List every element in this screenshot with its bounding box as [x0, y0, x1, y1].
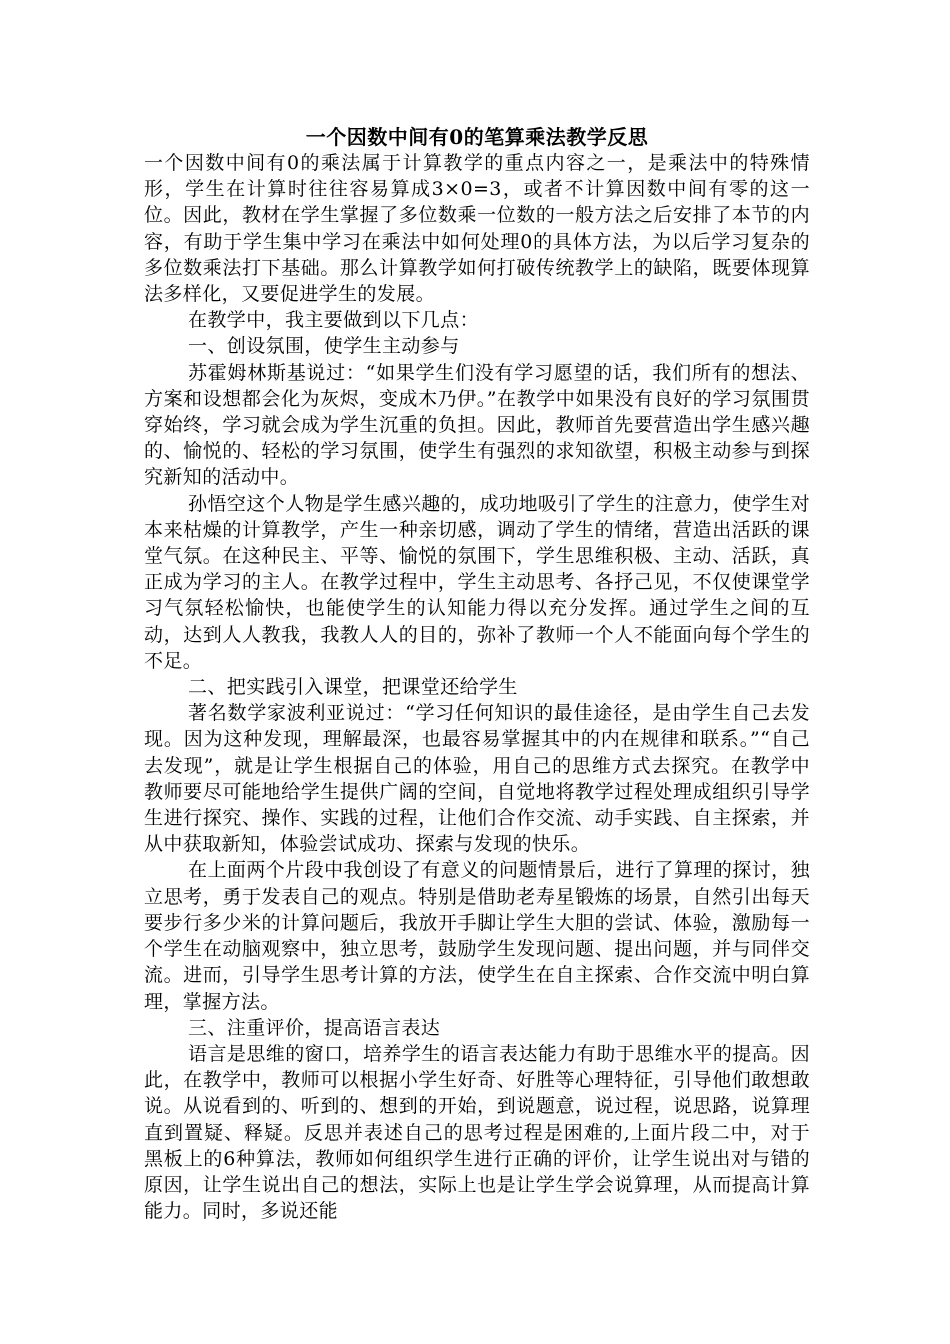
document-title: 一个因数中间有0的笔算乘法教学反思: [305, 125, 649, 149]
paragraph-example-1: 孙悟空这个人物是学生感兴趣的，成功地吸引了学生的注意力，使学生对本来枯燥的计算教学，产生一种亲切感，调动了学生的情绪，营造出活跃的课堂气氛。在这种民主、平等、愉悦的氛围下，学生思维积极、主动、活跃，真正成为学习的主人。在教学过程中，学生主动思考、各抒己见，不仅使课堂学习气氛轻松愉快，也能使学生的认知能力得以充分发挥。通过学生之间的互动，达到人人教我，我教人人的目的，弥补了教师一个人不能面向每个学生的不足。: [144, 492, 810, 672]
section-heading-1: 一、创设氛围，使学生主动参与: [188, 335, 460, 358]
paragraph-points-intro: 在教学中，我主要做到以下几点：: [188, 309, 480, 332]
paragraph-evaluation: 语言是思维的窗口，培养学生的语言表达能力有助于思维水平的提高。因此，在教学中，教师可以根据小学生好奇、好胜等心理特征，引导他们敢想敢说。从说看到的、听到的、想到的开始，到说题意，说过程，说思路，说算理直到置疑、释疑。反思并表述自己的思考过程是困难的,上面片段二中，对于黑板上的6种算法，教师如何组织学生进行正确的评价，让学生说出对与错的原因，让学生说出自己的想法，实际上也是让学生学会说算理，从而提高计算能力。同时，多说还能: [144, 1042, 810, 1223]
section-heading-3: 三、注重评价，提高语言表达: [188, 1016, 441, 1039]
paragraph-quote-1: 苏霍姆林斯基说过：“如果学生们没有学习愿望的话，我们所有的想法、方案和设想都会化为灰烬，变成木乃伊。”在教学中如果没有良好的学习氛围贯穿始终，学习就会成为学生沉重的负担。因此，教师首先要营造出学生感兴趣的、愉悦的、轻松的学习氛围，使学生有强烈的求知欲望，积极主动参与到探究新知的活动中。: [144, 361, 810, 489]
paragraph-example-2: 在上面两个片段中我创设了有意义的问题情景后，进行了算理的探讨，独立思考，勇于发表自己的观点。特别是借助老寿星锻炼的场景，自然引出每天要步行多少米的计算问题后，我放开手脚让学生大胆的尝试、体验，激励每一个学生在动脑观察中，独立思考，鼓励学生发现问题、提出问题，并与同伴交流。进而，引导学生思考计算的方法，使学生在自主探索、合作交流中明白算理，掌握方法。: [144, 859, 810, 1013]
paragraph-intro: 一个因数中间有0的乘法属于计算教学的重点内容之一，是乘法中的特殊情形，学生在计算时往往容易算成3×0=3，或者不计算因数中间有零的这一位。因此，教材在学生掌握了多位数乘一位数的一般方法之后安排了本节的内容，有助于学生集中学习在乘法中如何处理0的具体方法，为以后学习复杂的多位数乘法打下基础。那么计算教学如何打破传统教学上的缺陷，既要体现算法多样化，又要促进学生的发展。: [144, 152, 810, 306]
section-heading-2: 二、把实践引入课堂，把课堂还给学生: [188, 676, 518, 699]
paragraph-quote-2: 著名数学家波利亚说过：“学习任何知识的最佳途径，是由学生自己去发现。因为这种发现，理解最深，也最容易掌握其中的内在规律和联系。”“自己去发现”，就是让学生根据自己的体验，用自己的思维方式去探究。在教学中教师要尽可能地给学生提供广阔的空间，自觉地将教学过程处理成组织引导学生进行探究、操作、实践的过程，让他们合作交流、动手实践、自主探索，并从中获取新知，体验尝试成功、探索与发现的快乐。: [144, 702, 810, 856]
document-body: [144, 124, 810, 1224]
